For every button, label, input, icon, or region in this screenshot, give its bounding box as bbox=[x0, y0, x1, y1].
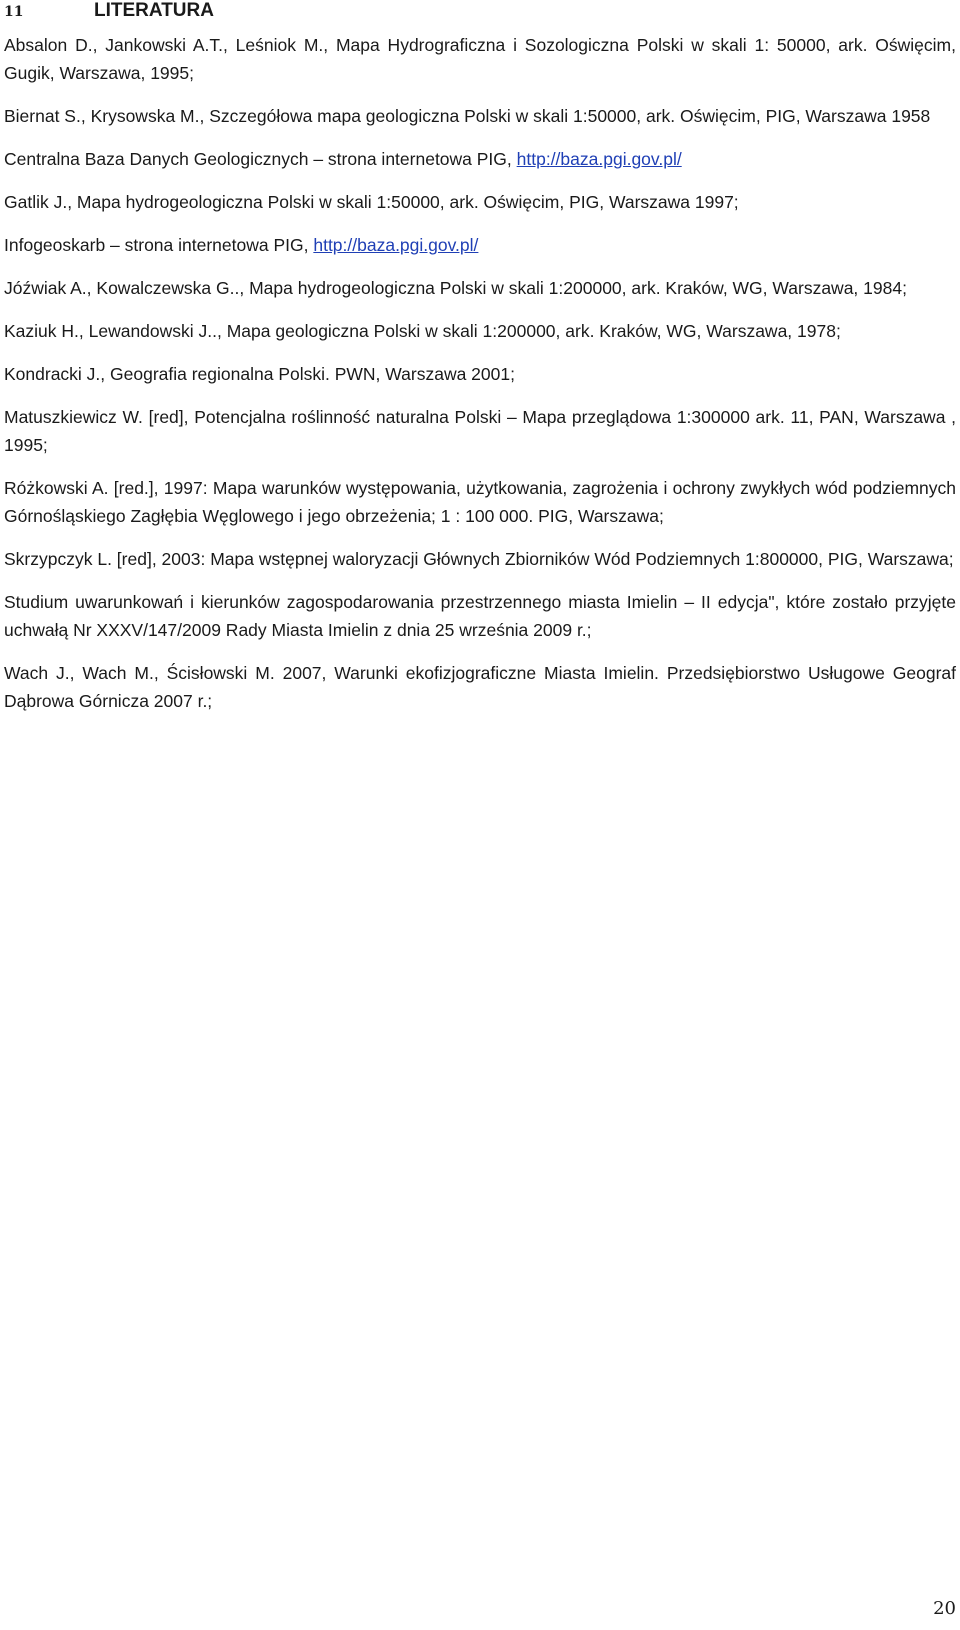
reference-text: Matuszkiewicz W. [red], Potencjalna roślinność naturalna Polski – Mapa przeglądowa 1:300000 ark. 11, PAN, Warszawa , 1995; bbox=[4, 407, 956, 455]
section-title: LITERATURA bbox=[94, 0, 214, 21]
reference-item bbox=[4, 317, 956, 345]
reference-item bbox=[4, 659, 956, 715]
reference-text: Biernat S., Krysowska M., Szczegółowa mapa geologiczna Polski w skali 1:50000, ark. Oświęcim, PIG, Warszawa 1958 bbox=[4, 106, 931, 126]
reference-item bbox=[4, 102, 956, 130]
reference-text: Skrzypczyk L. [red], 2003: Mapa wstępnej waloryzacji Głównych Zbiorników Wód Podziemnych 1:800000, PIG, Warszawa; bbox=[4, 549, 954, 569]
reference-text: Absalon D., Jankowski A.T., Leśniok M., Mapa Hydrograficzna i Sozologiczna Polski w skali 1: 50000, ark. Oświęcim, Gugik, Warszawa, 1995; bbox=[4, 35, 956, 83]
page-number: 20 bbox=[933, 1598, 956, 1619]
reference-item bbox=[4, 31, 956, 87]
reference-link[interactable]: http://baza.pgi.gov.pl/ bbox=[516, 149, 682, 169]
reference-item bbox=[4, 545, 956, 573]
reference-text: Centralna Baza Danych Geologicznych – strona internetowa PIG, bbox=[4, 149, 517, 169]
reference-text: Infogeoskarb – strona internetowa PIG, bbox=[4, 235, 314, 255]
reference-text: Różkowski A. [red.], 1997: Mapa warunków występowania, użytkowania, zagrożenia i ochrony zwykłych wód podziemnych Górnośląskiego Zagłębia Węglowego i jego obrzeżenia; 1 : 100 000. PIG, Warszawa; bbox=[4, 478, 956, 526]
reference-item bbox=[4, 188, 956, 216]
reference-item bbox=[4, 474, 956, 530]
reference-link[interactable]: http://baza.pgi.gov.pl/ bbox=[313, 235, 479, 255]
reference-text: Gatlik J., Mapa hydrogeologiczna Polski w skali 1:50000, ark. Oświęcim, PIG, Warszawa 1997; bbox=[4, 192, 739, 212]
reference-text: Kaziuk H., Lewandowski J.., Mapa geologiczna Polski w skali 1:200000, ark. Kraków, WG, Warszawa, 1978; bbox=[4, 321, 841, 341]
section-heading bbox=[4, 0, 214, 26]
reference-text: Jóźwiak A., Kowalczewska G.., Mapa hydrogeologiczna Polski w skali 1:200000, ark. Kraków, WG, Warszawa, 1984; bbox=[4, 278, 907, 298]
reference-item bbox=[4, 145, 956, 173]
section-number: 11 bbox=[4, 4, 24, 20]
reference-text: Kondracki J., Geografia regionalna Polski. PWN, Warszawa 2001; bbox=[4, 364, 515, 384]
reference-item bbox=[4, 360, 956, 388]
reference-text: Studium uwarunkowań i kierunków zagospodarowania przestrzennego miasta Imielin – II edycja", które zostało przyjęte uchwałą Nr XXXV/147/2009 Rady Miasta Imielin z dnia 25 września 2009 r.; bbox=[4, 592, 956, 640]
reference-item bbox=[4, 403, 956, 459]
reference-list bbox=[4, 31, 956, 730]
reference-item bbox=[4, 274, 956, 302]
reference-text: Wach J., Wach M., Ścisłowski M. 2007, Warunki ekofizjograficzne Miasta Imielin. Przedsiębiorstwo Usługowe Geograf Dąbrowa Górnicza 2007 r.; bbox=[4, 663, 956, 711]
reference-item bbox=[4, 231, 956, 259]
reference-item bbox=[4, 588, 956, 644]
